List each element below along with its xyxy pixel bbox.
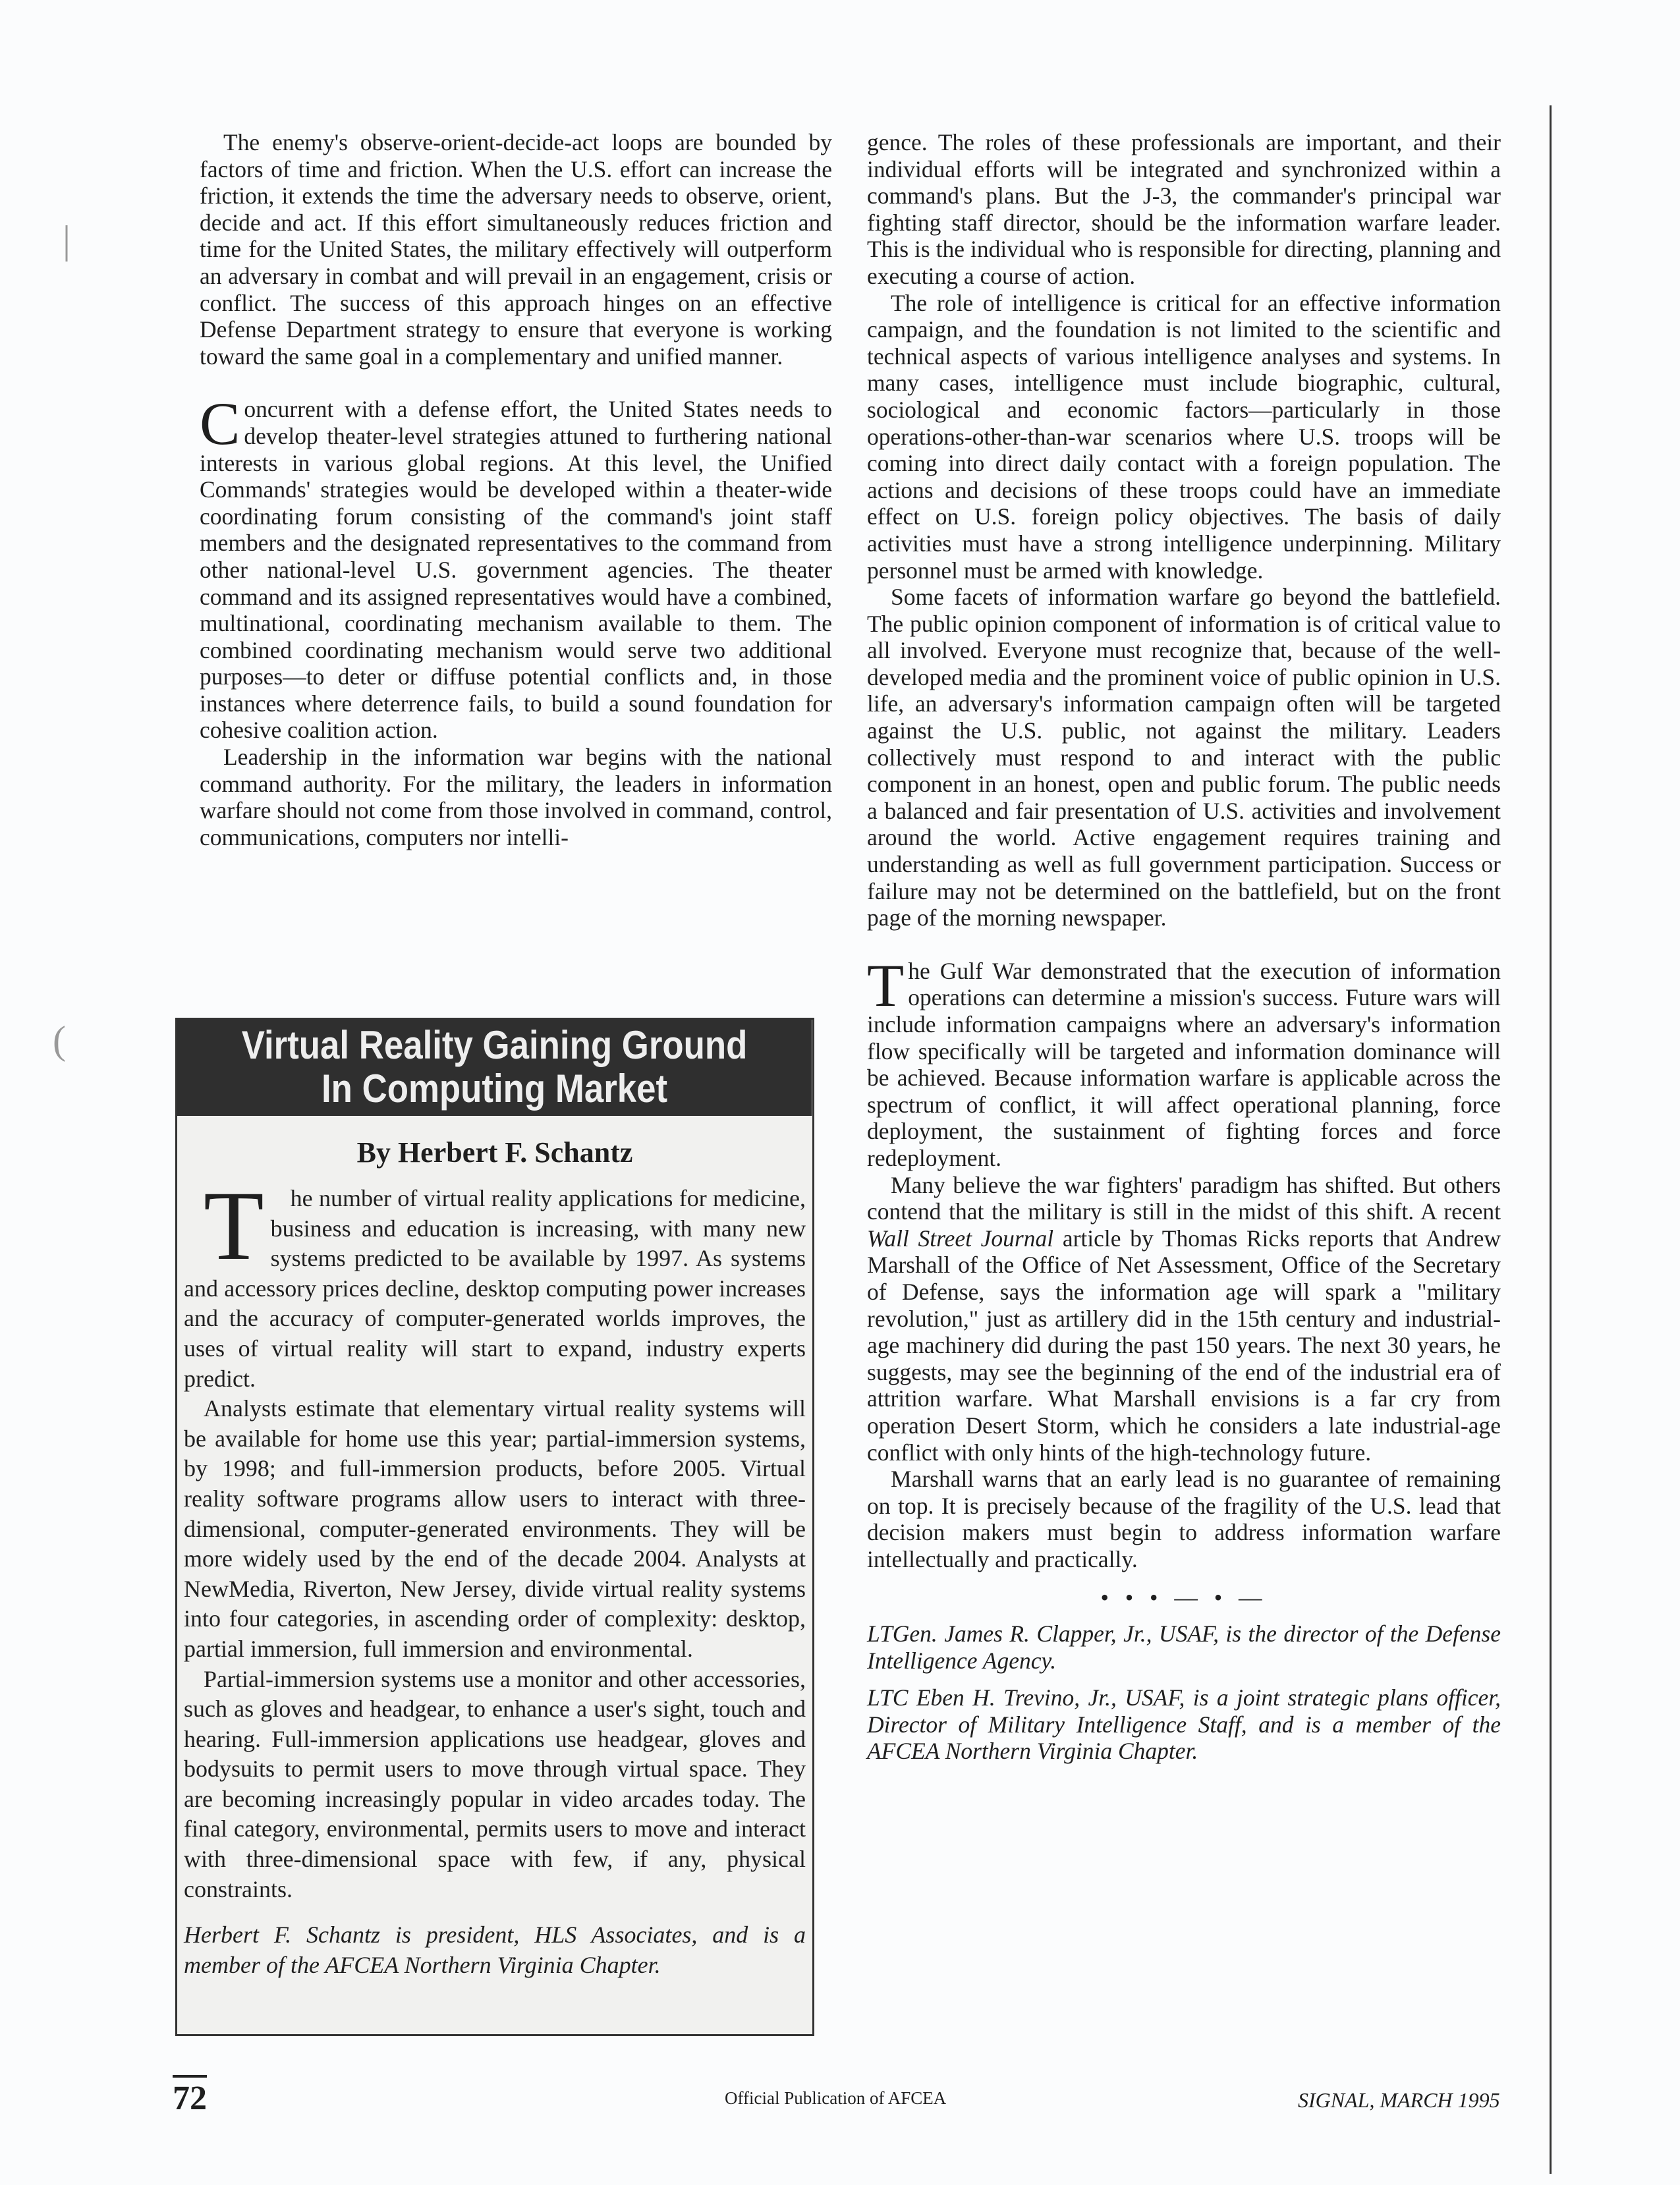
issue-line: SIGNAL, MARCH 1995 <box>1298 2088 1500 2112</box>
drop-cap: C <box>200 390 240 458</box>
author-bio: LTGen. James R. Clapper, Jr., USAF, is the director of the Defense Intelligence Agency. <box>867 1620 1501 1674</box>
page-number: 72 <box>173 2075 207 2118</box>
byline: By Herbert F. Schantz <box>356 1136 633 1169</box>
paragraph-text: Many believe the war fighters' paradigm has shifted. But others contend that the military is still in the midst of this shift. A recent <box>867 1171 1501 1225</box>
sidebar-title-line: Virtual Reality Gaining Ground <box>242 1023 748 1067</box>
paragraph <box>867 1172 1501 1466</box>
paragraph-text: article by Thomas Ricks reports that Andrew Marshall of the Office of Net Assessment, Office of the Secretary of Defense, says the information age will spark a "military revolution," just as artillery did in the 15th century and industrial-age machinery did during the past 150 years. The next 30 years, he suggests, may see the beginning of the end of the industrial era of attrition warfare. What Marshall envisions is a far cry from operation Desert Storm, which he considers a late industrial-age conflict with only hints of the high-technology future. <box>867 1225 1501 1466</box>
paragraph <box>200 390 832 744</box>
paragraph: The enemy's observe-orient-decide-act loops are bounded by factors of time and friction. When the U.S. effort can increase the friction, it extends the time the adversary needs to observe, orient, decide and act. If this effort simultaneously reduces friction and time for the United States, the military effectively will outperform an adversary in combat and will prevail in an engagement, crisis or conflict. The success of this approach hinges on an effective Defense Department strategy to ensure that everyone is working toward the same goal in a complementary and unified manner. <box>200 129 832 370</box>
paragraph: The role of intelligence is critical for an effective information campaign, and the foundation is not limited to the scientific and technical aspects of various intelligence analyses and systems. In many cases, intelligence must include biographic, cultural, sociological and economic factors—particularly in those operations-other-than-war scenarios where U.S. troops will be coming into direct daily contact with a foreign population. The actions and decisions of these troops could have an immediate effect on U.S. foreign policy objectives. The basis of daily activities must have a strong intelligence underpinning. Military personnel must be armed with knowledge. <box>867 289 1501 584</box>
author-note: Herbert F. Schantz is president, HLS Associates, and is a member of the AFCEA Northern Virginia Chapter. <box>184 1922 806 1978</box>
sidebar-title-line: In Computing Market <box>322 1066 668 1111</box>
page-edge-rule <box>1550 105 1552 2174</box>
paragraph-text: he number of virtual reality applications for medicine, business and education is increasing, with many new systems predicted to be available by 1997. As systems and accessory prices decline, desktop computing power increases and the accuracy of computer-generated worlds improves, the uses of virtual reality will start to expand, industry experts predict. <box>184 1185 806 1392</box>
publication-title: Wall Street Journal <box>867 1225 1054 1252</box>
paragraph <box>184 1171 806 1394</box>
sidebar-title <box>177 1020 812 1116</box>
paragraph: Partial-immersion systems use a monitor and other accessories, such as gloves and headgear, to enhance a user's sight, touch and hearing. Full-immersion applications use headgear, gloves and bodysuits to permit users to move through virtual space. They are becoming increasingly popular in video arcades today. The final category, environmental, permits users to move and interact with three-dimensional space with few, if any, physical constraints. <box>184 1665 806 1902</box>
drop-cap: T <box>867 951 905 1019</box>
paragraph: Analysts estimate that elementary virtual reality systems will be available for home use this year; partial-immersion systems, by 1998; and full-immersion products, before 2005. Virtual reality software programs allow users to interact with three-dimensional, computer-generated environments. They will be more widely used by the end of the decade 2004. Analysts at NewMedia, Riverton, New Jersey, divide virtual reality systems into four categories, in ascending order of complexity: desktop, partial immersion, full immersion and environmental. <box>184 1395 806 1662</box>
right-column <box>867 129 1501 1775</box>
author-bio: LTC Eben H. Trevino, Jr., USAF, is a joint strategic plans officer, Director of Military Intelligence Staff, and is a member of the AFCEA Northern Virginia Chapter. <box>867 1684 1501 1765</box>
section-end-mark: • • • — • — <box>1100 1584 1268 1611</box>
scan-mark: | <box>63 218 71 262</box>
paragraph-text: he Gulf War demonstrated that the execution of information operations can determine a mission's success. Future wars will include information campaigns where an adversary's information flow specifically will be targeted and information dominance will be achieved. Because information warfare is applicable across the spectrum of conflict, it will affect operational planning, force deployment, the sustainment of fighting forces and force redeployment. <box>867 957 1501 1171</box>
paragraph <box>867 951 1501 1172</box>
paragraph-text: oncurrent with a defense effort, the United States needs to develop theater-level strategies attuned to furthering national interests in various global regions. At this level, the Unified Commands' strategies would be developed within a theater-wide coordinating forum consisting of the command's joint staff members and the designated representatives to the command from other national-level U.S. government agencies. The theater command and its assigned representatives would have a combined, multinational, coordinating mechanism available to them. The combined coordinating mechanism would serve two additional purposes—to deter or diffuse potential conflicts and, in those instances where deterrence fails, to build a sound foundation for cohesive coalition action. <box>200 396 832 744</box>
publication-line: Official Publication of AFCEA <box>725 2088 947 2108</box>
paragraph: Some facets of information warfare go beyond the battlefield. The public opinion component of information is of critical value to all involved. Everyone must recognize that, because of the well-developed media and the prominent voice of public opinion in U.S. life, an adversary's information campaign often will be targeted against the U.S. public, not against the military. Leaders collectively must respond to and interact with the public component in an honest, open and public forum. The public needs a balanced and fair presentation of U.S. activities and involvement around the world. Active engagement requires training and understanding as well as full government participation. Success or failure may not be determined on the battlefield, but on the front page of the morning newspaper. <box>867 584 1501 931</box>
paragraph: gence. The roles of these professionals are important, and their individual efforts will be integrated and synchronized within a command's plans. But the J-3, the commander's principal war fighting staff director, should be the information warfare leader. This is the individual who is responsible for directing, planning and executing a course of action. <box>867 129 1501 289</box>
paragraph: Marshall warns that an early lead is no guarantee of remaining on top. It is precisely because of the fragility of the U.S. lead that decision makers must begin to address information warfare intellectually and practically. <box>867 1466 1501 1572</box>
drop-cap: T <box>204 1171 264 1281</box>
sidebar-article <box>175 1018 814 2036</box>
paragraph: Leadership in the information war begins with the national command authority. For the military, the leaders in information warfare should not come from those involved in command, control, communications, computers nor intelli- <box>200 744 832 850</box>
left-column <box>200 129 832 850</box>
scan-mark: ( <box>53 1018 66 1062</box>
